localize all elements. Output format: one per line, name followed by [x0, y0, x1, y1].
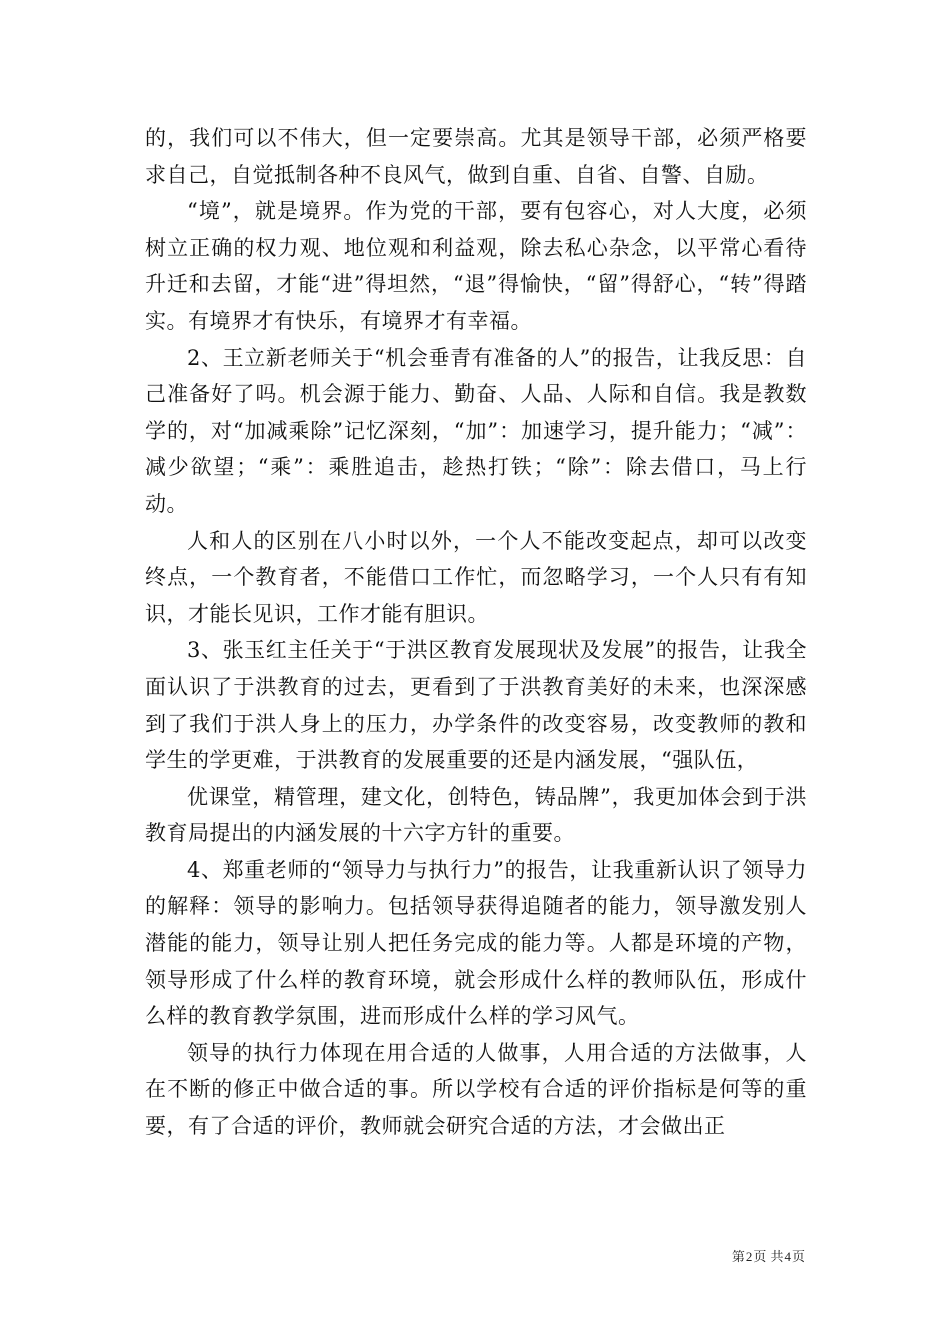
paragraph-7: 4、郑重老师的“领导力与执行力”的报告，让我重新认识了领导力的解释：领导的影响力。包括领导获得追随者的能力，领导激发别人潜能的能力，领导让别人把任务完成的能力等。人都是环境的产物，领导形成了什么样的教育环境，就会形成什么样的教师队伍，形成什么样的教育教学氛围，进而形成什么样的学习风气。	[145, 857, 807, 1029]
footer-middle: 页 共	[753, 1250, 784, 1265]
paragraph-6: 优课堂，精管理，建文化，创特色，铸品牌”，我更加体会到于洪教育局提出的内涵发展的十六字方针的重要。	[145, 784, 807, 846]
paragraph-1: 的，我们可以不伟大，但一定要崇高。尤其是领导干部，必须严格要求自己，自觉抵制各种不良风气，做到自重、自省、自警、自励。	[145, 126, 807, 187]
total-pages-number: 4	[784, 1249, 791, 1264]
paragraph-8: 领导的执行力体现在用合适的人做事，人用合适的方法做事，人在不断的修正中做合适的事。所以学校有合适的评价指标是何等的重要，有了合适的评价，教师就会研究合适的方法，才会做出正	[145, 1040, 807, 1139]
footer-suffix: 页	[791, 1250, 805, 1265]
paragraph-4: 人和人的区别在八小时以外，一个人不能改变起点，却可以改变终点，一个教育者，不能借口工作忙，而忽略学习，一个人只有有知识，才能长见识，工作才能有胆识。	[145, 528, 807, 626]
paragraph-5: 3、张玉红主任关于“于洪区教育发展现状及发展”的报告，让我全面认识了于洪教育的过去，更看到了于洪教育美好的未来，也深深感到了我们于洪人身上的压力，办学条件的改变容易，改变教师的教和学生的学更难，于洪教育的发展重要的还是内涵发展，“强队伍，	[145, 638, 807, 773]
paragraph-2: “境”，就是境界。作为党的干部，要有包容心，对人大度，必须树立正确的权力观、地位观和利益观，除去私心杂念，以平常心看待升迁和去留，才能“进”得坦然，“退”得愉快，“留”得舒心，“转”得踏实。有境界才有快乐，有境界才有幸福。	[145, 199, 807, 333]
current-page-number: 2	[745, 1249, 753, 1264]
body-text	[145, 120, 807, 1145]
paragraph-3: 2、王立新老师关于“机会垂青有准备的人”的报告，让我反思：自己准备好了吗。机会源于能力、勤奋、人品、人际和自信。我是教数学的，对“加减乘除”记忆深刻，“加”：加速学习，提升能力；“减”：减少欲望；“乘”：乘胜追击，趁热打铁；“除”：除去借口，马上行动。	[145, 345, 807, 516]
page-number-footer	[732, 1249, 805, 1266]
footer-prefix: 第	[731, 1250, 745, 1265]
